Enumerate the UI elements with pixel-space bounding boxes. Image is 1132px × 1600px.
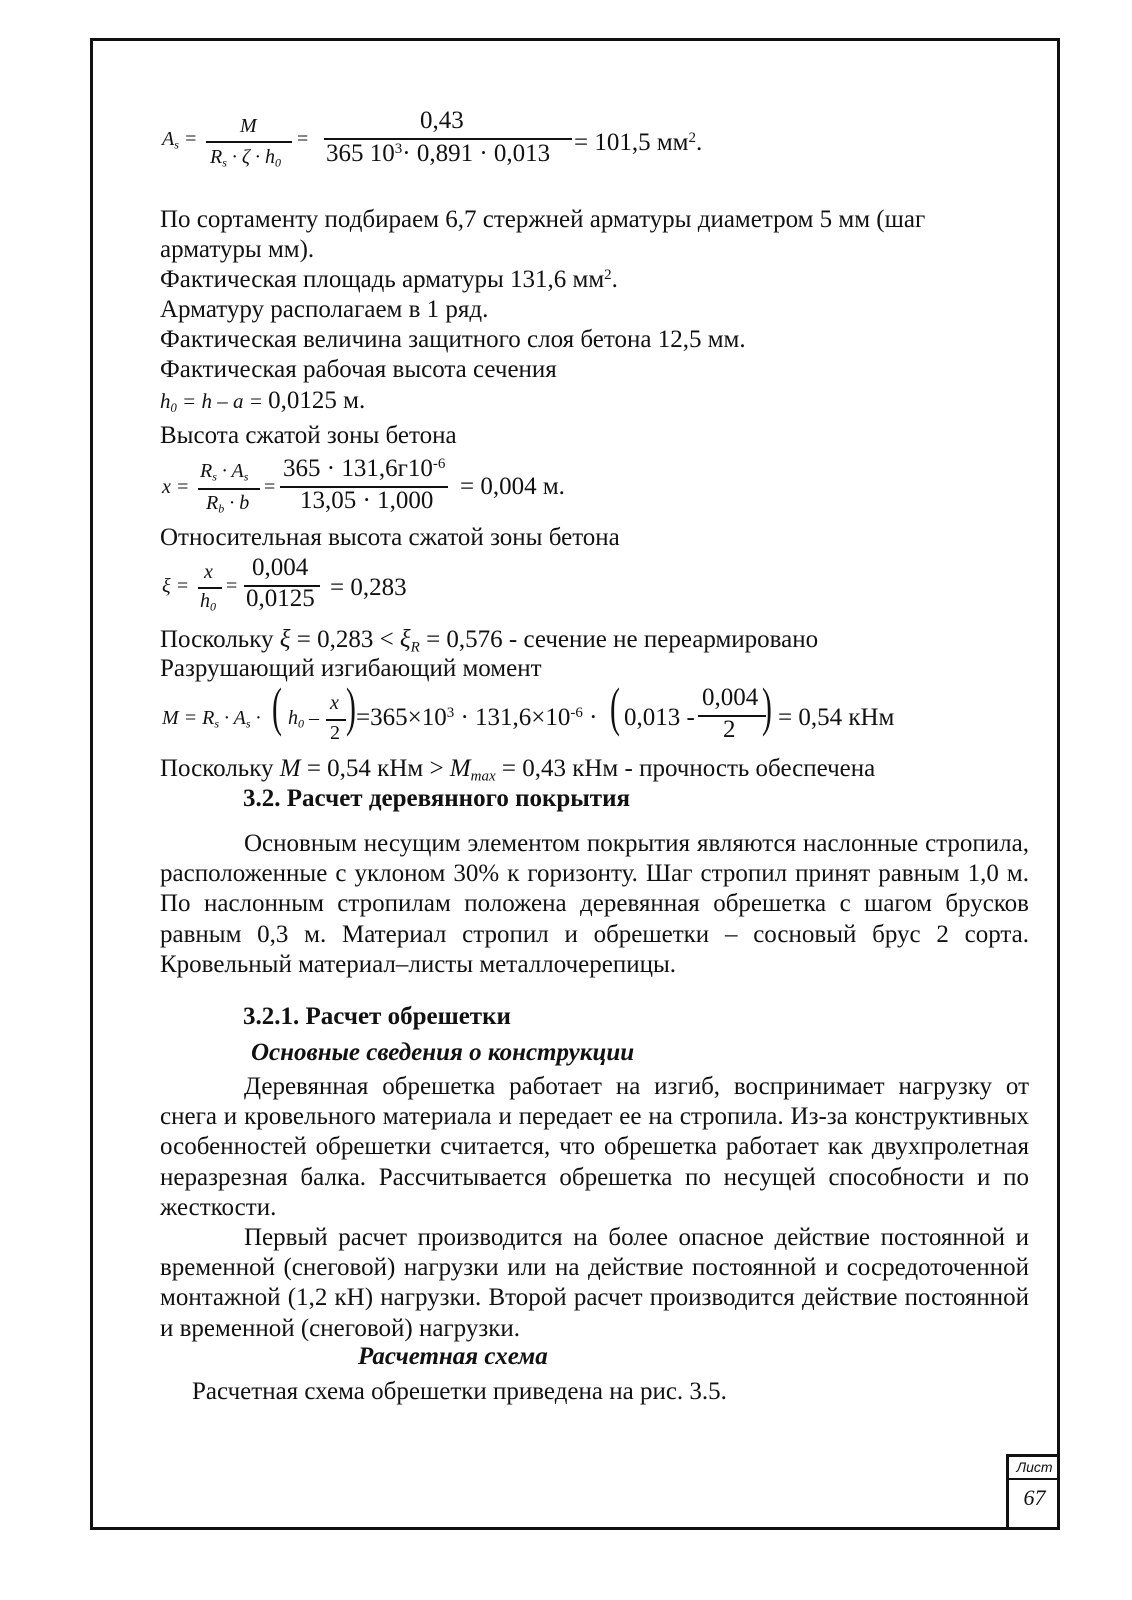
right-paren: ) bbox=[346, 677, 356, 737]
text-line: Относительная высота сжатой зоны бетона bbox=[160, 524, 620, 551]
right-paren: ) bbox=[762, 677, 772, 737]
text-line: Арматуру располагаем в 1 ряд. bbox=[160, 296, 489, 323]
paragraph: Основным несущим элементом покрытия являются наслонные стропила, расположенные с уклоном 30% к горизонту. Шаг стропил принят равным 1,0 м. По наслонным стропилам положена деревянная обрешетка с шагом брусков равным 0,3 м. Материал стропил и обрешетки – сосновый брус 2 сорта. Кровельный материал–листы металлочерепицы. bbox=[160, 830, 1029, 978]
text-line: Поскольку $\xi = 0,283 < \xi_R = 0,576$ - сечение не переармировано bbox=[160, 626, 819, 656]
subheading: Основные сведения о конструкции bbox=[251, 1039, 635, 1066]
text-line: Поскольку M = 0,54 кНм > $M_{max} = 0,43$ кНм - прочность обеспечена bbox=[160, 755, 876, 785]
left-paren: ( bbox=[272, 677, 282, 737]
sheet-stamp bbox=[1006, 1454, 1060, 1530]
subheading: Расчетная схема bbox=[358, 1343, 548, 1370]
formula-h0: $h_0 = h - a = 0,0125$ м. bbox=[160, 387, 366, 415]
text-line: Разрушающий изгибающий момент bbox=[160, 655, 542, 682]
text-line: Высота сжатой зоны бетона bbox=[160, 422, 457, 449]
text-line: По сортаменту подбираем 6,7 стержней арматуры диаметром 5 мм (шаг bbox=[160, 206, 926, 233]
section-heading: 3.2.1. Расчет обрешетки bbox=[243, 1003, 511, 1030]
text-line: Фактическая величина защитного слоя бетона 12,5 мм. bbox=[160, 326, 746, 353]
left-paren: ( bbox=[610, 677, 620, 737]
text-line: Фактическая рабочая высота сечения bbox=[160, 356, 557, 383]
text-line: Фактическая площадь арматуры 131,6 $мм^2$. bbox=[160, 266, 618, 293]
text-line: Расчетная схема обрешетки приведена на рис. 3.5. bbox=[192, 1378, 727, 1405]
sheet-label: Лист bbox=[1009, 1457, 1060, 1480]
section-heading: 3.2. Расчет деревянного покрытия bbox=[243, 785, 631, 812]
page-number: 67 bbox=[1023, 1485, 1046, 1510]
paragraph: Деревянная обрешетка работает на изгиб, воспринимает нагрузку от снега и кровельного материала и передает ее на стропила. Из-за конструктивных особенностей обрешетки считается, что обрешетка работает как двухпролетная неразрезная балка. Рассчитывается обрешетка по несущей способности и по жесткости. Первый расчет производится на более опасное действие постоянной и временной (снеговой) нагрузки или на действие постоянной и сосредоточенной монтажной (1,2 кН) нагрузки. Второй расчет производится действие постоянной и временной (снеговой) нагрузки. bbox=[160, 1073, 1029, 1342]
text-line: арматуры мм). bbox=[160, 236, 315, 263]
